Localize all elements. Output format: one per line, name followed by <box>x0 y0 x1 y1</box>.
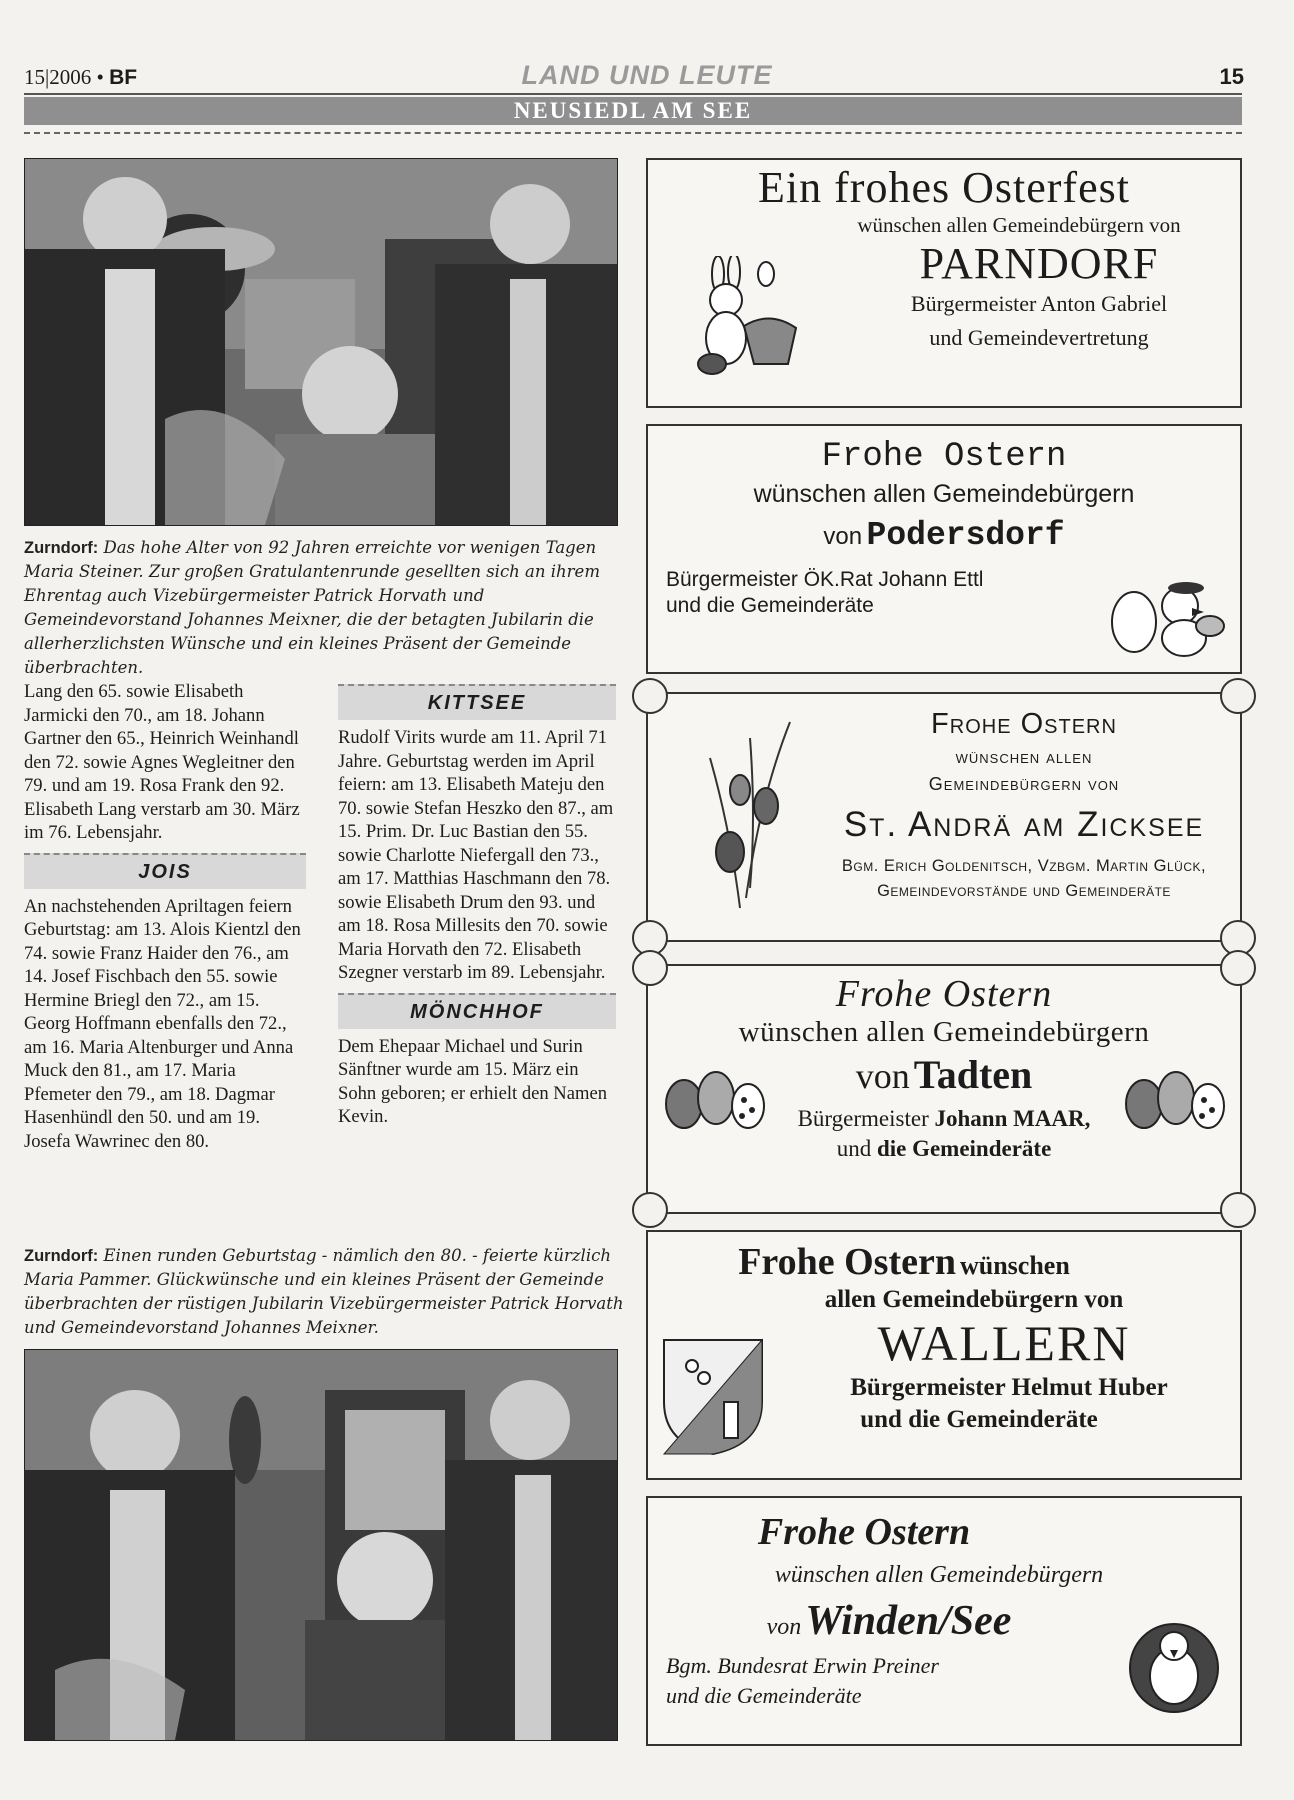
column-intro-text: Lang den 65. sowie Elisabeth Jarmicki den 70., am 18. Johann Gartner den 65., Heinrich Weinhandl den 72. sowie Agnes Wegleitner den 79. und am 19. Rosa Frank den 92. Elisabeth Lang verstarb am 30. März im 76. Lebensjahr. <box>24 681 300 843</box>
ad-mayor-name: Johann MAAR, <box>934 1106 1091 1131</box>
ad-council: Gemeindevorstände und Gemeinderäte <box>877 882 1171 900</box>
ad-mayor: Bürgermeister Anton Gabriel <box>910 291 1168 316</box>
ad-mayor: Bürgermeister ÖK.Rat Johann Ettl <box>666 568 984 591</box>
easter-bunny-icon <box>682 256 802 376</box>
ad-title: Ein frohes Osterfest <box>758 163 1130 212</box>
ad-mayor: Bürgermeister Helmut Huber <box>850 1374 1168 1401</box>
ad-town: WALLERN <box>877 1315 1131 1371</box>
ad-title: Frohe Ostern <box>931 708 1117 740</box>
caption-place: Zurndorf: <box>24 1247 99 1265</box>
ad-council-and: und <box>836 1136 872 1161</box>
section-heading-kittsee: KITTSEE <box>338 684 616 720</box>
column-right <box>338 684 616 1129</box>
issue-bullet: • <box>96 65 104 89</box>
ad-von: von <box>766 1614 802 1640</box>
easter-chick-icon <box>1126 1618 1222 1718</box>
ad-title-line <box>648 1240 1160 1284</box>
ad-mayor: Bgm. Erich Goldenitsch, Vzbgm. Martin Glück, <box>841 857 1207 875</box>
ad-podersdorf <box>646 424 1242 674</box>
ad-town: St. Andrä am Zicksee <box>843 805 1205 844</box>
ad-town: Winden/See <box>805 1598 1012 1644</box>
ad-subtitle-2: Gemeindebürgern von <box>928 774 1120 794</box>
ad-winden <box>646 1496 1242 1746</box>
ad-subtitle: wünschen allen Gemeindebürgern <box>774 1562 1104 1588</box>
ad-von: von <box>823 523 863 550</box>
photo1-caption <box>24 536 624 680</box>
ad-title: Frohe Ostern <box>738 1241 956 1283</box>
ad-subtitle: wünschen allen Gemeindebürgern von <box>857 213 1181 237</box>
ad-von: von <box>855 1056 910 1096</box>
ad-council: und die Gemeinderäte <box>666 594 874 617</box>
ad-subtitle-1: wünschen allen <box>955 747 1093 767</box>
ad-council: und die Gemeinderäte <box>860 1406 1098 1433</box>
section-title: LAND UND LEUTE <box>521 60 773 90</box>
ad-title: Frohe Ostern <box>757 1511 971 1553</box>
ad-subtitle: allen Gemeindebürgern von <box>824 1286 1124 1313</box>
easter-eggs-icon <box>660 1066 770 1136</box>
ad-town-line <box>648 1597 1130 1645</box>
section-heading-jois: JOIS <box>24 853 306 889</box>
easter-eggs-icon <box>1120 1066 1230 1136</box>
kittsee-text: Rudolf Virits wurde am 11. April 71 Jahre. Geburtstag werden im April feiern: am 13. Elisabeth Mateju den 70. sowie Stefan Heszko den 87., am 15. Prim. Dr. Luc Bastian den 55. sowie Charlotte Niefergall den 73., am 17. Matthias Haschmann den 78. sowie Elisabeth Drum den 93. und am 18. Rosa Millesits den 70. sowie Maria Horvath den 72. Elisabeth Szegner verstarb im 89. Lebensjahr. <box>338 727 614 983</box>
ad-town: Tadten <box>913 1052 1033 1097</box>
ad-parndorf <box>646 158 1242 408</box>
jois-text: An nachstehenden Apriltagen feiern Geburtstag: am 13. Alois Kientzl den 74. sowie Franz Haider den 76., am 14. Josef Fischbach den 55. sowie Hermine Briegl den 72., am 15. Georg Hoffmann ebenfalls den 72., am 16. Maria Altenburger und Anna Muck den 81., am 17. Maria Pfemeter den 79., am 18. Dagmar Hasenhündl den 50. und am 19. Josefa Wawrinec den 80. <box>24 895 301 1152</box>
caption-text: Das hohe Alter von 92 Jahren erreichte vor wenigen Tagen Maria Steiner. Zur großen Gratulantenrunde gesellten sich an ihrem Ehrentag auch Vizebürgermeister Patrick Horvath und Gemeindevorstand Johannes Meixner, die der betagten Jubilarin die allerherzlichsten Wünsche und ein kleines Präsent der Gemeinde überbrachten. <box>24 538 600 677</box>
ad-title-suffix: wünschen <box>959 1251 1070 1280</box>
photo2-caption <box>24 1244 624 1340</box>
moenchhof-text: Dem Ehepaar Michael und Surin Sänftner wurde am 15. März ein Sohn geboren; er erhielt den Namen Kevin. <box>338 1035 608 1127</box>
section-heading-moenchhof: MÖNCHHOF <box>338 993 616 1029</box>
photo-maria-steiner <box>24 158 618 526</box>
header-rule <box>24 93 1242 95</box>
ad-mayor-title: Bürgermeister <box>797 1106 929 1131</box>
ad-council: und Gemeindevertretung <box>929 325 1149 350</box>
caption-place: Zurndorf: <box>24 539 99 557</box>
ad-tadten <box>646 964 1242 1214</box>
ad-mayor: Bgm. Bundesrat Erwin Preiner <box>666 1653 939 1678</box>
ad-title: Frohe Ostern <box>835 973 1053 1015</box>
ad-council <box>648 1136 1240 1162</box>
ad-wallern <box>646 1230 1242 1480</box>
ad-town-line <box>648 517 1240 554</box>
caption-text: Einen runden Geburtstag - nämlich den 80. - feierte kürzlich Maria Pammer. Glückwünsche und ein kleines Präsent der Gemeinde überbrachten der rüstigen Jubilarin Vizebürgermeister Patrick Horvath und Gemeindevorstand Johannes Meixner. <box>24 1246 624 1337</box>
page-number: 15 <box>1219 64 1244 89</box>
dashed-divider <box>24 132 1242 134</box>
photo-maria-pammer <box>24 1349 618 1741</box>
coat-of-arms-icon <box>662 1338 764 1456</box>
ad-title: Frohe Ostern <box>821 438 1067 476</box>
ad-subtitle: wünschen allen Gemeindebürgern <box>738 1016 1150 1048</box>
ad-council: und die Gemeinderäte <box>666 1683 862 1708</box>
column-left <box>24 680 306 1153</box>
ad-subtitle: wünschen allen Gemeindebürgern <box>753 480 1135 508</box>
ad-st-andrae <box>646 692 1242 942</box>
ad-town: Podersdorf <box>866 517 1065 554</box>
issue-number: 15|2006 <box>24 65 92 89</box>
publication-name: BF <box>109 66 138 89</box>
ad-council-name: die Gemeinderäte <box>876 1136 1052 1161</box>
chick-painter-icon <box>1104 566 1228 662</box>
region-band: NEUSIEDL AM SEE <box>24 97 1242 125</box>
catkin-eggs-icon <box>690 718 810 918</box>
ad-town: PARNDORF <box>919 239 1159 288</box>
